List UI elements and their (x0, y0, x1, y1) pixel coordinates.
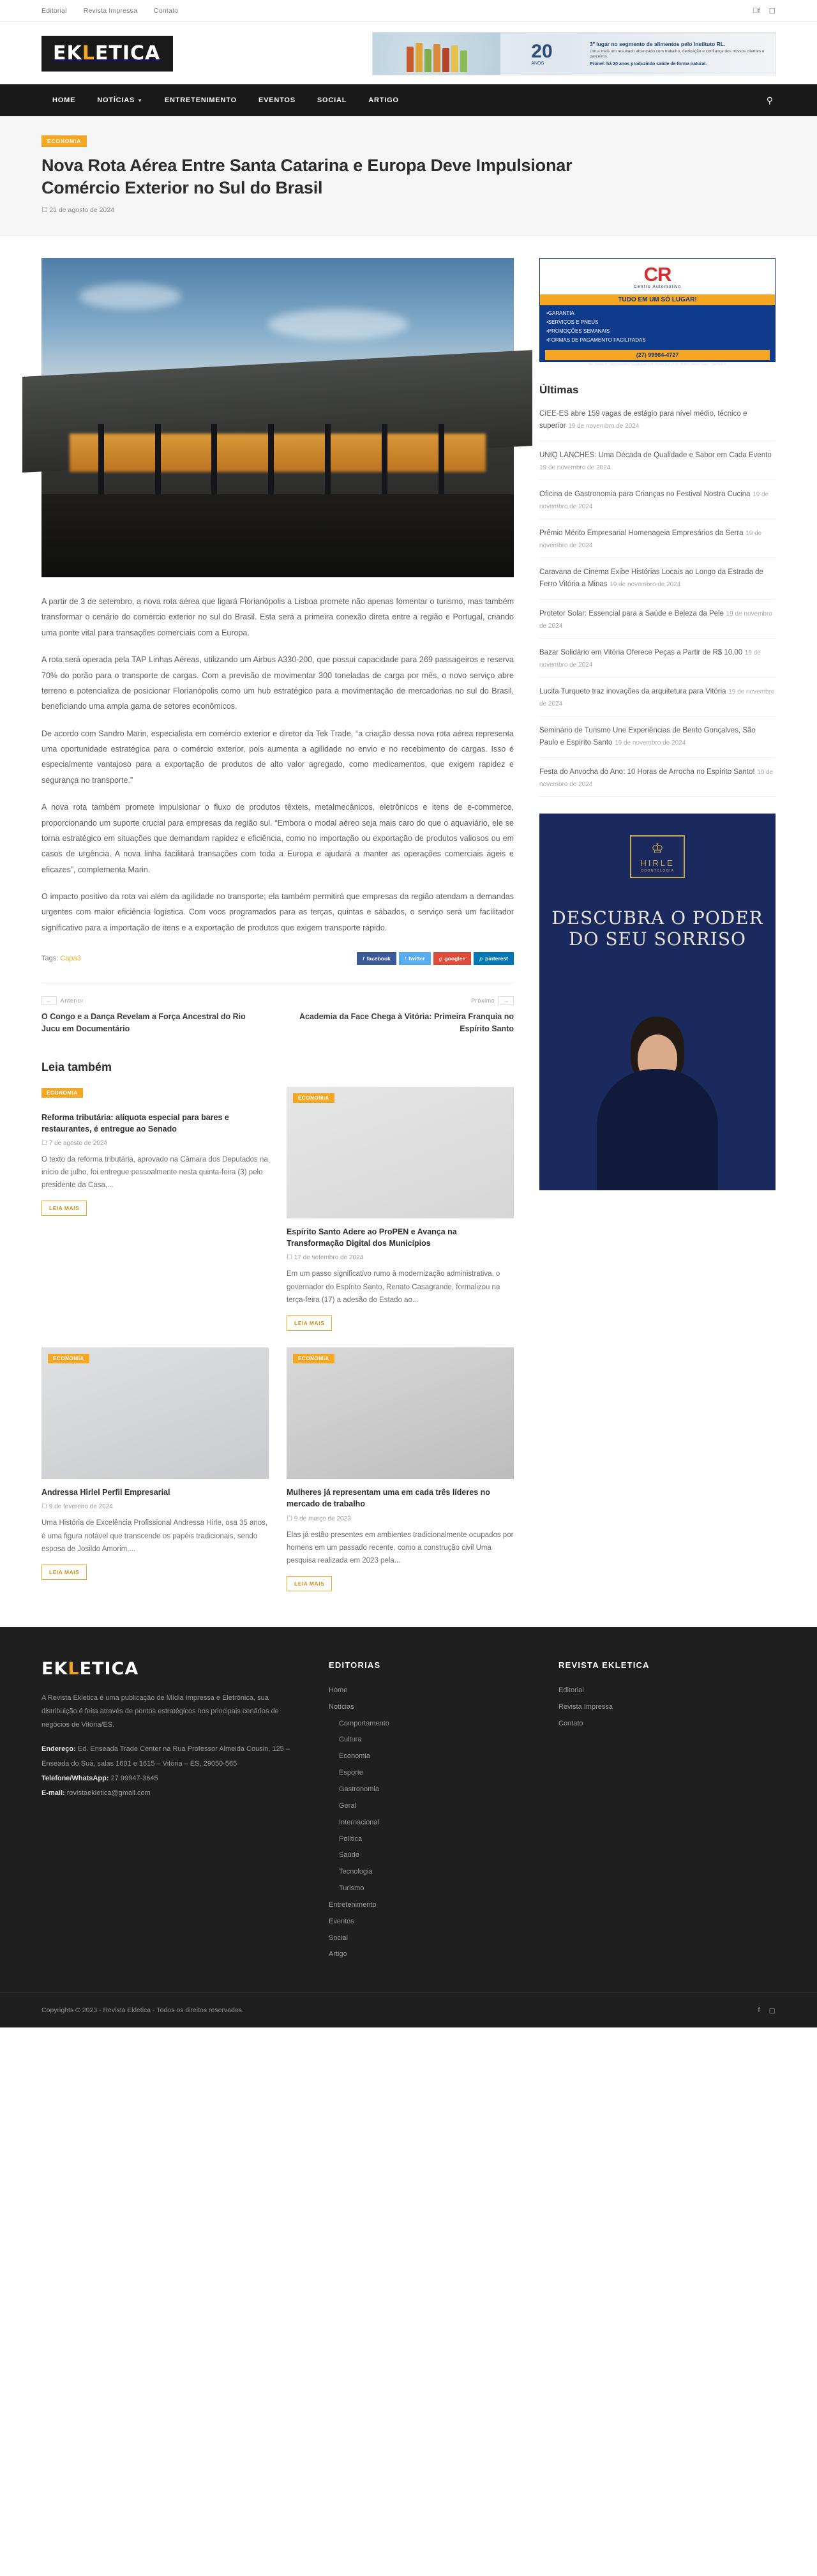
latest-post-date: 19 de novembro de 2024 (568, 423, 640, 430)
ad-cr-subtitle: Centro Automotivo (633, 284, 682, 289)
ad-anniversary-label: ANOS (531, 61, 544, 66)
related-post-title[interactable]: Andressa Hirlel Perfil Empresarial (41, 1488, 170, 1497)
footer-link-geral[interactable]: Geral (339, 1801, 356, 1810)
latest-post-title[interactable]: Caravana de Cinema Exibe Histórias Locais ao Longo da Estrada de Ferro Vitória a Minas (539, 568, 763, 588)
latest-post-title[interactable]: CIEE-ES abre 159 vagas de estágio para nível médio, técnico e superior (539, 410, 747, 430)
footer-revista-column (558, 1660, 750, 1963)
next-post-label: Próximo (471, 997, 495, 1004)
ad-hirle-tagline: ODONTOLOGIA (641, 868, 674, 873)
footer-bottom-bar (0, 1992, 817, 2027)
footer-link-revista-impressa[interactable]: Revista Impressa (558, 1702, 613, 1711)
site-footer (0, 1627, 817, 2027)
ad-hirle-brand: HIRLE (640, 858, 675, 868)
footer-link-comportamento[interactable]: Comportamento (339, 1719, 389, 1727)
footer-link-noticias[interactable]: Notícias (329, 1702, 354, 1711)
nav-item-noticias[interactable] (86, 84, 154, 116)
related-post-date: ☐ 9 de fevereiro de 2024 (41, 1503, 113, 1511)
ad-anniversary-mark (500, 42, 583, 66)
footer-about-text: A Revista Ekletica é uma publicação de Mídia Impressa e Eletrônica, sua distribuição é feita através de pontos estratégicos nos principais cenários de negócios de Vitória/ES. (41, 1693, 279, 1729)
list-item[interactable] (539, 716, 776, 758)
latest-post-title[interactable]: Protetor Solar: Essencial para a Saúde e Beleza da Pele (539, 609, 724, 617)
article-paragraph: A rota será operada pela TAP Linhas Aéreas, utilizando um Airbus A330-200, que possui capacidade para 269 passageiros e reserva 70% do porão para o transporte de cargas. Com a previsão de movimentar 300 toneladas de carga por mês, o novo serviço abre terreno e potencializa de posicionar Florianópolis como um hub estratégico para a movimentação de mercadorias no sul do Brasil, beneficiando uma ampla gama de setores econômicos. (41, 655, 514, 711)
nav-link-home[interactable]: HOME (52, 96, 76, 104)
calendar-icon: ☐ (41, 206, 48, 215)
ad-cr-band: TUDO EM UM SÓ LUGAR! (540, 294, 775, 305)
calendar-icon: ☐ (41, 1139, 47, 1147)
top-social-links (753, 6, 776, 15)
ad-hirle-logo (630, 835, 684, 878)
calendar-icon: ☐ (287, 1254, 292, 1262)
nav-item-eventos[interactable] (248, 84, 306, 116)
ad-hirle-headline: DESCUBRA O PODER DO SEU SORRISO (551, 907, 763, 950)
category-badge[interactable]: ECONOMIA (293, 1354, 334, 1363)
related-post-thumbnail[interactable] (287, 1347, 514, 1479)
footer-link-gastronomia[interactable]: Gastronomia (339, 1785, 379, 1793)
footer-logo-text: EKLETICA (41, 1658, 139, 1679)
share-pinterest-button[interactable]: p pinterest (474, 952, 514, 965)
nav-link-noticias: NOTÍCIAS (97, 96, 135, 104)
latest-post-title[interactable]: UNIQ LANCHES: Uma Década de Qualidade e Sabor em Cada Evento (539, 451, 772, 460)
list-item[interactable] (539, 758, 776, 797)
list-item[interactable] (539, 519, 776, 558)
related-post-excerpt: O texto da reforma tributária, aprovado na Câmara dos Deputados na início de julho, foi entregue pessoalmente nesta quinta-feira (3) pelo presidente da Casa,... (41, 1155, 268, 1190)
footer-link-entretenimento[interactable]: Entretenimento (329, 1900, 377, 1909)
list-item[interactable] (539, 600, 776, 639)
footer-link-saude[interactable]: Saúde (339, 1851, 359, 1860)
publish-date-text: 21 de agosto de 2024 (49, 206, 114, 215)
category-badge[interactable]: ECONOMIA (293, 1093, 334, 1103)
calendar-icon: ☐ (41, 1503, 47, 1511)
latest-post-title[interactable]: Lucita Turqueto traz inovações da arquitetura para Vitória (539, 687, 726, 695)
chevron-right-icon: → (498, 996, 514, 1005)
header-ad-banner[interactable] (372, 32, 776, 75)
category-badge[interactable]: ECONOMIA (41, 1088, 83, 1098)
article-paragraph: O impacto positivo da rota vai além da agilidade no transporte; ela também permitirá que empresas da região atendam a demandas urgentes com maior eficiência logística. Com voos programados para as terças, quintas e sábados, o serviço será um facilitador significativo para a importação de itens e a exportação de produtos que exigem transporte rápido. (41, 892, 514, 932)
footer-link-turismo[interactable]: Turismo (339, 1884, 364, 1893)
read-more-button[interactable]: LEIA MAIS (287, 1315, 332, 1331)
ad-anniversary-number: 20 (531, 40, 553, 62)
next-post[interactable] (290, 996, 514, 1035)
footer-link-politica[interactable]: Política (339, 1835, 363, 1843)
category-badge[interactable]: ECONOMIA (41, 135, 87, 147)
search-icon[interactable]: ⚲ (766, 95, 773, 105)
category-badge[interactable]: ECONOMIA (48, 1354, 89, 1363)
main-column (41, 258, 514, 1591)
related-post-excerpt: Em um passo significativo rumo à modernização administrativa, o governador do Espírito Santo, Renato Casagrande, formalizou na terça-feira (17) a adesão do Estado ao... (287, 1270, 500, 1304)
footer-address: Endereço: Ed. Enseada Trade Center na Rua Professor Almeida Cousin, 125 – Enseada do Suá, salas 1601 e 1615 – Vitória – ES, 29050-565 (41, 1745, 290, 1768)
read-more-button[interactable]: LEIA MAIS (41, 1201, 87, 1216)
googleplus-icon: g (438, 955, 442, 962)
tags-and-share (41, 952, 514, 965)
tag-link[interactable]: Capa3 (60, 955, 81, 963)
related-post-excerpt: Elas já estão presentes em ambientes tradicionalmente ocupados por homens em um passado recente, como a construção civil Uma pesquisa realizada em 2023 pela... (287, 1531, 514, 1565)
article-paragraph: A nova rota também promete impulsionar o fluxo de produtos têxteis, metalmecânicos, eletrônicos e itens de e-commerce, proporcionando um suporte crucial para empresas da região sul. “Embora o modal aéreo seja mais caro do que o aquaviário, ele se torna estratégico em situações que demandam rapidez e eficiência, como no importação ou exportação de produtos valiosos ou em casos de urgência. A nova linha facilitará transações com toda a Europa e ajudará a manter as operações comerciais ágeis e eficazes”, complementa Marin. (41, 803, 514, 874)
post-navigation (41, 983, 514, 1035)
ad-cr-bullet: •PROMOÇÕES SEMANAIS (546, 328, 610, 335)
ad-cr-bullet: •SERVIÇOS E PNEUS (546, 319, 599, 326)
list-item[interactable] (287, 1087, 514, 1331)
sidebar (539, 258, 776, 1190)
latest-post-title[interactable]: Bazar Solidário em Vitória Oferece Peças a Partir de R$ 10,00 (539, 648, 743, 656)
list-item[interactable] (287, 1347, 514, 1591)
latest-post-date: 19 de novembro de 2024 (539, 491, 769, 510)
related-post-date: ☐ 9 de março de 2023 (287, 1515, 351, 1522)
tags-list (41, 955, 81, 962)
page-body (0, 236, 817, 1598)
nav-item-entretenimento[interactable] (154, 84, 248, 116)
ad-cr-bullet: •FORMAS DE PAGAMENTO FACILITADAS (546, 337, 646, 344)
facebook-icon: f (363, 955, 364, 962)
nav-link-artigo[interactable]: ARTIGO (368, 96, 399, 104)
related-section-title: Leia também (41, 1060, 112, 1073)
footer-editorias-heading: EDITORIAS (329, 1660, 381, 1670)
footer-revista-list (558, 1683, 750, 1732)
instagram-icon[interactable]: ▢ (768, 2006, 776, 2015)
latest-post-date: 19 de novembro de 2024 (539, 768, 774, 788)
footer-phone: Telefone/WhatsApp: 27 99947-3645 (41, 1774, 158, 1782)
latest-post-title[interactable]: Festa do Anvocha do Ano: 10 Horas de Arrocha no Espírito Santo! (539, 768, 755, 776)
chevron-down-icon: ▼ (137, 97, 143, 103)
share-buttons (357, 952, 514, 965)
footer-logo[interactable] (41, 1660, 139, 1678)
related-post-excerpt: Uma História de Excelência Profissional Andressa Hirle, osa 35 anos, é uma figura notável que transcende os papéis tradicionais, sendo esposa de Josildo Amorim,... (41, 1519, 268, 1553)
next-post-title[interactable]: Academia da Face Chega à Vitória: Primeira Franquia no Espírito Santo (299, 1012, 514, 1033)
nav-item-home[interactable] (41, 84, 86, 116)
footer-link-cultura[interactable]: Cultura (339, 1736, 362, 1744)
latest-post-date: 19 de novembro de 2024 (539, 688, 775, 708)
footer-link-artigo[interactable]: Artigo (329, 1950, 347, 1959)
top-nav (41, 7, 178, 15)
masthead (0, 22, 817, 84)
pinterest-icon: p (479, 955, 483, 962)
list-item[interactable] (41, 1087, 269, 1331)
list-item[interactable] (539, 480, 776, 519)
latest-post-title[interactable]: Prêmio Mérito Empresarial Homenageia Empresários da Serra (539, 529, 744, 537)
site-logo-text: EKLETICA (53, 42, 161, 64)
nav-link-entretenimento[interactable]: ENTRETENIMENTO (164, 96, 237, 104)
related-post-date: ☐ 7 de agosto de 2024 (41, 1139, 107, 1147)
footer-link-esporte[interactable]: Esporte (339, 1769, 363, 1777)
article-body (41, 594, 514, 936)
sidebar-ad-hirle[interactable] (539, 814, 776, 1190)
article-paragraph: A partir de 3 de setembro, a nova rota aérea que ligará Florianópolis a Lisboa promete não apenas fomentar o turismo, mas também transformar o cenário do comércio exterior no sul do Brasil. Esta será a primeira conexão direta entre a região e Portugal, criando uma ponte vital para transações comerciais com a Europa. (41, 597, 514, 637)
list-item[interactable] (41, 1347, 269, 1591)
footer-link-social[interactable]: Social (329, 1934, 348, 1942)
latest-post-date: 19 de novembro de 2024 (539, 649, 761, 669)
tooth-icon: ♔ (651, 840, 664, 856)
main-nav (0, 84, 817, 116)
footer-email: E-mail: revistaekletica@gmail.com (41, 1789, 151, 1797)
top-nav-link-contato[interactable]: Contato (154, 6, 179, 15)
list-item[interactable] (539, 639, 776, 678)
latest-post-date: 19 de novembro de 2024 (539, 610, 772, 630)
share-facebook-button[interactable]: f facebook (357, 952, 396, 965)
footer-link-contato[interactable]: Contato (558, 1719, 583, 1727)
copyright-text: Copyrights © 2023 - Revista Ekletica - Todos os direitos reservados. (41, 2006, 244, 2015)
footer-social-links (758, 2006, 776, 2015)
previous-post-label: Anterior (60, 997, 84, 1004)
facebook-icon[interactable]: f (758, 6, 760, 15)
list-item[interactable] (539, 408, 776, 441)
previous-post[interactable] (41, 996, 265, 1035)
footer-link-economia[interactable]: Economia (339, 1752, 370, 1761)
related-post-title[interactable]: Espírito Santo Adere ao ProPEN e Avança na Transformação Digital dos Municípios (287, 1227, 457, 1248)
nav-link-eventos[interactable]: EVENTOS (258, 96, 296, 104)
latest-post-date: 19 de novembro de 2024 (610, 580, 681, 588)
calendar-icon: ☐ (287, 1515, 292, 1522)
footer-link-tecnologia[interactable]: Tecnologia (339, 1868, 373, 1876)
ad-cr-phone[interactable]: (27) 99964-4727 (545, 350, 770, 360)
footer-link-editorial[interactable]: Editorial (558, 1686, 584, 1694)
list-item[interactable] (539, 678, 776, 716)
latest-post-date: 19 de novembro de 2024 (539, 464, 611, 471)
latest-posts-list (539, 408, 776, 797)
ad-subtext: Um a mais um resultado alcançado com trabalho, dedicação e confiança dos nossos clientes e parceiros. (590, 49, 765, 59)
related-posts-grid (41, 1087, 514, 1591)
nav-item-social[interactable] (306, 84, 357, 116)
page-title: Nova Rota Aérea Entre Santa Catarina e Europa Deve Impulsionar Comércio Exterior no Sul do Brasil (41, 156, 573, 197)
ad-product-image (373, 33, 500, 75)
publish-date (41, 206, 776, 214)
latest-post-title[interactable]: Seminário de Turismo Une Experiências de Bento Gonçalves, São Paulo e Espírito Santo (539, 726, 756, 746)
related-post-date: ☐ 17 de setembro de 2024 (287, 1254, 364, 1262)
sidebar-ad-centro-automotivo[interactable] (539, 258, 776, 367)
related-post-title[interactable]: Reforma tributária: alíquota especial para bares e restaurantes, é entregue ao Senado (41, 1112, 229, 1133)
latest-section-title: Últimas (539, 384, 579, 397)
read-more-button[interactable]: LEIA MAIS (41, 1565, 87, 1580)
footer-link-internacional[interactable]: Internacional (339, 1818, 379, 1826)
ad-cr-logo: CR (643, 262, 671, 285)
previous-post-title[interactable]: O Congo e a Dança Revelam a Força Ancestral do Rio Jucu em Documentário (41, 1012, 246, 1033)
list-item[interactable] (539, 558, 776, 600)
footer-editorias-list (329, 1683, 520, 1963)
top-nav-link-editorial[interactable]: Editorial (41, 6, 67, 15)
list-item[interactable] (539, 441, 776, 480)
top-nav-link-revista-impressa[interactable]: Revista Impressa (83, 6, 138, 15)
latest-post-title[interactable]: Oficina de Gastronomia para Crianças no Festival Nostra Cucina (539, 490, 751, 498)
nav-item-artigo[interactable] (357, 84, 410, 116)
top-bar (0, 0, 817, 22)
read-more-button[interactable]: LEIA MAIS (287, 1576, 332, 1591)
latest-post-date: 19 de novembro de 2024 (615, 739, 686, 746)
footer-link-eventos[interactable]: Eventos (329, 1917, 354, 1925)
footer-link-home[interactable]: Home (329, 1686, 348, 1694)
article-header (0, 116, 817, 236)
facebook-icon[interactable]: f (758, 2006, 760, 2014)
ad-cr-address: Av. Jones S. Vasconcellos Quadrante L/A, Parte Sul nº 82, B/Bl Lorena Clare - Serra/ES (588, 363, 726, 367)
site-logo[interactable] (41, 36, 173, 72)
ad-hirle-person-image (584, 1031, 731, 1190)
share-googleplus-button[interactable]: g google+ (433, 952, 472, 965)
ad-footer-text: Pronel: há 20 anos produzindo saúde de forma natural. (590, 61, 707, 66)
footer-editorias-column (329, 1660, 520, 1963)
latest-post-date: 19 de novembro de 2024 (539, 529, 762, 549)
chevron-left-icon: ← (41, 996, 57, 1005)
footer-revista-heading: REVISTA EKLETICA (558, 1660, 650, 1670)
related-post-title[interactable]: Mulheres já representam uma em cada três líderes no mercado de trabalho (287, 1488, 490, 1509)
related-post-thumbnail[interactable] (287, 1087, 514, 1218)
twitter-icon: t (404, 955, 407, 962)
ad-headline: 3º lugar no segmento de alimentos pelo Instituto RL. (590, 41, 726, 48)
article-paragraph: De acordo com Sandro Marin, especialista em comércio exterior e diretor da Tek Trade, “a criação dessa nova rota aérea representa uma oportunidade estratégica para o comércio exterior, pois aumenta a agilidade no envio e no recebimento de cargas. Isso é especialmente vantajoso para a exportação de produtos de alto valor agregado, como medicamentos, que exigem rapidez e segurança no transporte.” (41, 729, 514, 785)
related-post-thumbnail[interactable] (41, 1347, 269, 1479)
ad-cr-bullet: •GARANTIA (546, 310, 574, 317)
footer-about-column (41, 1660, 290, 1963)
instagram-icon[interactable]: ▢ (768, 7, 776, 15)
share-twitter-button[interactable]: t twitter (399, 952, 431, 965)
tags-label: Tags: (41, 955, 59, 963)
article-featured-image (41, 258, 514, 577)
nav-link-social[interactable]: SOCIAL (317, 96, 347, 104)
